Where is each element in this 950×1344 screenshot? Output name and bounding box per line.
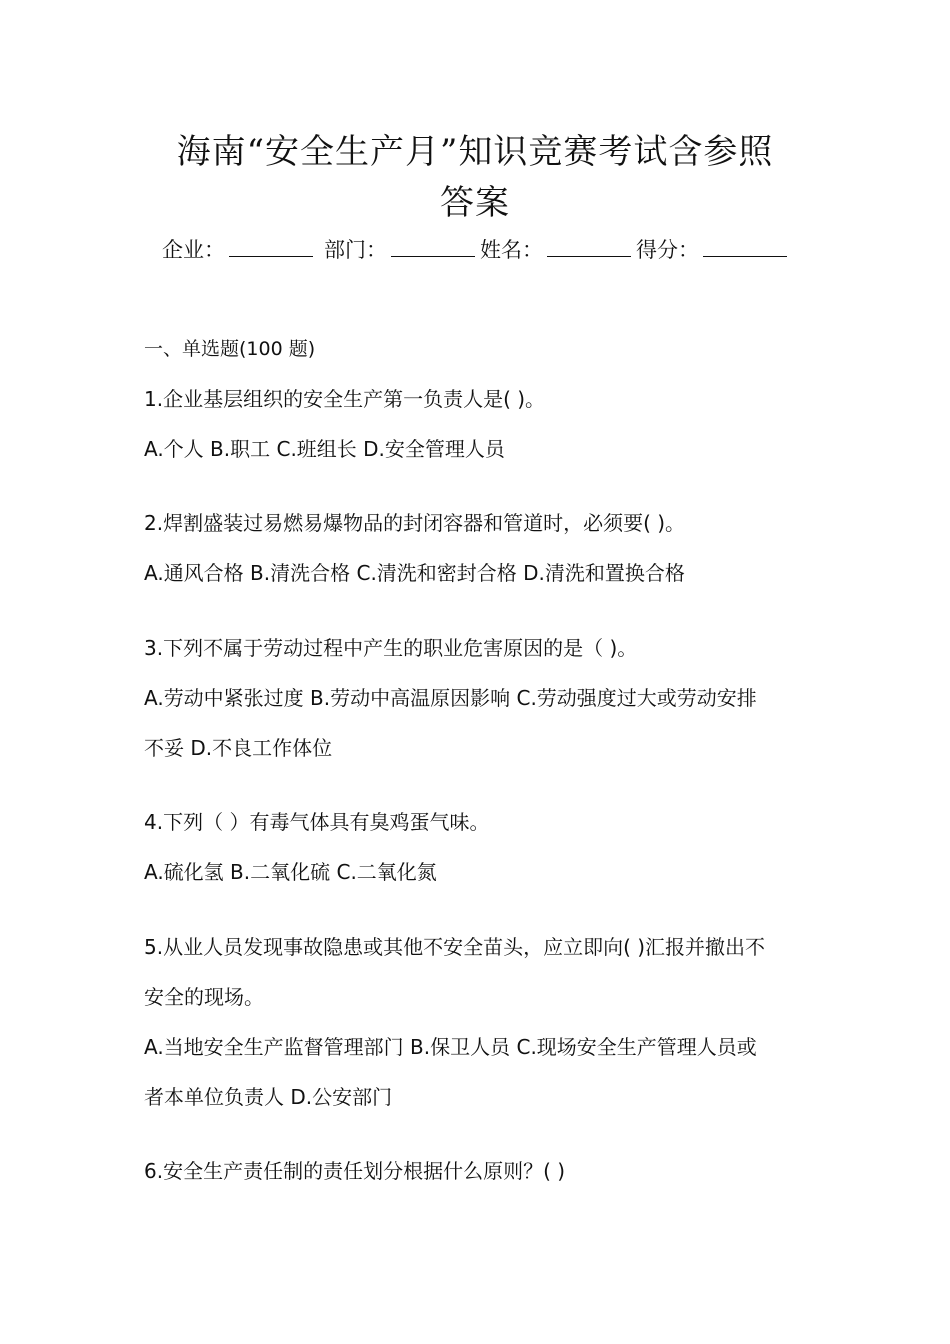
document-title-line-1: 海南“安全生产月”知识竞赛考试含参照	[176, 132, 774, 172]
question-2-stem: 2.焊割盛装过易燃易爆物品的封闭容器和管道时，必须要( )。	[144, 511, 686, 535]
department-field	[324, 234, 475, 266]
info-fields-row	[162, 234, 802, 266]
question-6-stem: 6.安全生产责任制的责任划分根据什么原则？( )	[144, 1159, 566, 1183]
department-blank-line	[391, 234, 475, 257]
section-heading: 一、单选题(100 题)	[144, 338, 316, 360]
question-1-options: A.个人 B.职工 C.班组长 D.安全管理人员	[144, 437, 505, 461]
name-label: 姓名：	[480, 238, 543, 262]
question-5-options-line-1: A.当地安全生产监督管理部门 B.保卫人员 C.现场安全生产管理人员或	[144, 1035, 757, 1059]
score-label: 得分：	[636, 238, 699, 262]
department-label: 部门：	[324, 238, 387, 262]
name-blank-line	[547, 234, 631, 257]
question-5-options-line-2: 者本单位负责人 D.公安部门	[144, 1085, 393, 1109]
company-field	[162, 234, 313, 266]
question-5-stem-line-1: 5.从业人员发现事故隐患或其他不安全苗头，应立即向( )汇报并撤出不	[144, 935, 766, 959]
company-blank-line	[229, 234, 313, 257]
question-4-options: A.硫化氢 B.二氧化硫 C.二氧化氮	[144, 860, 437, 884]
question-4-stem: 4.下列（ ）有毒气体具有臭鸡蛋气味。	[144, 810, 490, 834]
question-3-options-line-2: 不妥 D.不良工作体位	[144, 736, 333, 760]
document-title-line-2: 答案	[440, 183, 510, 223]
name-field	[480, 234, 631, 266]
question-3-stem: 3.下列不属于劳动过程中产生的职业危害原因的是（ )。	[144, 636, 638, 660]
question-2-options: A.通风合格 B.清洗合格 C.清洗和密封合格 D.清洗和置换合格	[144, 561, 685, 585]
question-3-options-line-1: A.劳动中紧张过度 B.劳动中高温原因影响 C.劳动强度过大或劳动安排	[144, 686, 757, 710]
question-5-stem-line-2: 安全的现场。	[144, 985, 264, 1009]
company-label: 企业：	[162, 238, 225, 262]
question-1-stem: 1.企业基层组织的安全生产第一负责人是( )。	[144, 387, 546, 411]
score-field	[636, 234, 787, 266]
score-blank-line	[703, 234, 787, 257]
